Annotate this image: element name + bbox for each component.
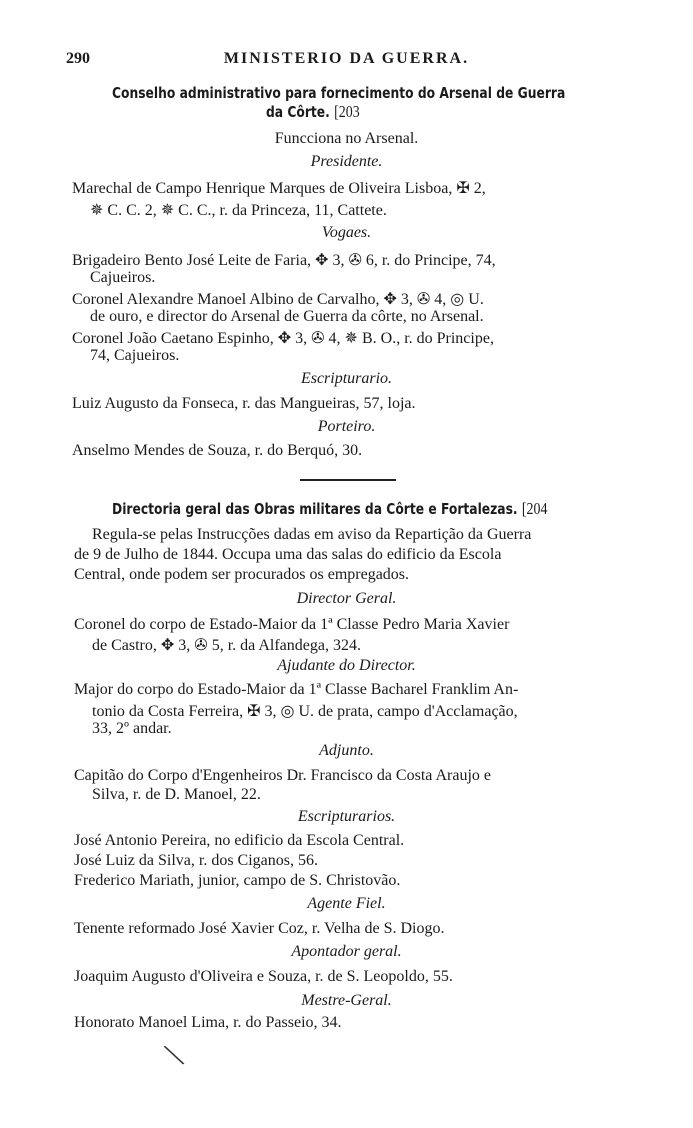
entry-line: Silva, r. de D. Manoel, 22.: [92, 786, 261, 803]
entry-line: Coronel do corpo de Estado-Maior da 1ª Classe Pedro Maria Xavier: [74, 616, 510, 633]
heading-adjunto: Adjunto.: [319, 742, 374, 759]
section-title-line2: [266, 102, 360, 122]
entry-line: Joaquim Augusto d'Oliveira e Souza, r. de S. Leopoldo, 55.: [74, 968, 453, 985]
entry-line: Honorato Manoel Lima, r. do Passeio, 34.: [74, 1014, 342, 1031]
section-title-text: Directoria geral das Obras militares da Côrte e Fortalezas.: [112, 500, 518, 518]
heading-director-geral: Director Geral.: [296, 590, 397, 607]
entry-line: 33, 2º andar.: [92, 720, 172, 737]
entry-line: Cajueiros.: [90, 269, 156, 286]
entry-line: Coronel João Caetano Espinho, ✥ 3, ✇ 4, ✵ B. O., r. do Principe,: [72, 330, 494, 347]
entry-line: 74, Cajueiros.: [90, 347, 180, 364]
section-number: [204: [521, 499, 548, 518]
page-number: 290: [66, 50, 90, 67]
entry-line: de ouro, e director do Arsenal de Guerra da côrte, no Arsenal.: [90, 308, 484, 325]
entry-line: Tenente reformado José Xavier Coz, r. Velha de S. Diogo.: [74, 920, 445, 937]
heading-vogaes: Vogaes.: [321, 224, 372, 241]
running-title: MINISTERIO DA GUERRA.: [223, 50, 470, 67]
entry-line: Anselmo Mendes de Souza, r. do Berquó, 30.: [72, 442, 363, 459]
section-number: [203: [334, 102, 360, 121]
paragraph-line: Central, onde podem ser procurados os empregados.: [74, 566, 410, 583]
section-title-line1: Conselho administrativo para fornecimento do Arsenal de Guerra: [112, 84, 566, 102]
heading-escripturario: Escripturario.: [300, 370, 393, 387]
entry-line: Marechal de Campo Henrique Marques de Oliveira Lisboa, ✠ 2,: [72, 180, 486, 197]
section-title-text: da Côrte.: [266, 103, 330, 121]
heading-ajudante: Ajudante do Director.: [277, 657, 416, 674]
heading-mestre-geral: Mestre-Geral.: [301, 992, 392, 1009]
entry-line: tonio da Costa Ferreira, ✠ 3, ◎ U. de prata, campo d'Acclamação,: [92, 703, 518, 720]
entry-line: José Luiz da Silva, r. dos Ciganos, 56.: [74, 852, 318, 869]
heading-apontador: Apontador geral.: [291, 943, 402, 960]
entry-line: José Antonio Pereira, no edificio da Escola Central.: [74, 832, 405, 849]
entry-line: Major do corpo do Estado-Maior da 1ª Classe Bacharel Franklim An-: [74, 681, 519, 698]
entry-line: Capitão do Corpo d'Engenheiros Dr. Francisco da Costa Araujo e: [74, 767, 492, 784]
entry-line: Frederico Mariath, junior, campo de S. Christovão.: [74, 872, 401, 889]
paragraph-line: Regula-se pelas Instrucções dadas em aviso da Repartição da Guerra: [92, 526, 532, 543]
section-intro: Funcciona no Arsenal.: [274, 130, 419, 147]
heading-agente-fiel: Agente Fiel.: [307, 895, 386, 912]
heading-porteiro: Porteiro.: [317, 418, 376, 435]
entry-line: Brigadeiro Bento José Leite de Faria, ✥ 3, ✇ 6, r. do Principe, 74,: [72, 252, 496, 269]
entry-line: ✵ C. C. 2, ✵ C. C., r. da Princeza, 11, Cattete.: [90, 202, 387, 219]
heading-presidente: Presidente.: [310, 153, 383, 170]
heading-escripturarios: Escripturarios.: [297, 808, 396, 825]
section-title: [112, 499, 547, 519]
pen-mark-icon: ╲: [164, 1041, 184, 1069]
section-divider: [300, 479, 396, 481]
entry-line: Coronel Alexandre Manoel Albino de Carvalho, ✥ 3, ✇ 4, ◎ U.: [72, 291, 484, 308]
entry-line: Luiz Augusto da Fonseca, r. das Mangueiras, 57, loja.: [72, 395, 416, 412]
paragraph-line: de 9 de Julho de 1844. Occupa uma das salas do edificio da Escola: [74, 546, 502, 563]
entry-line: de Castro, ✥ 3, ✇ 5, r. da Alfandega, 324.: [92, 637, 361, 654]
